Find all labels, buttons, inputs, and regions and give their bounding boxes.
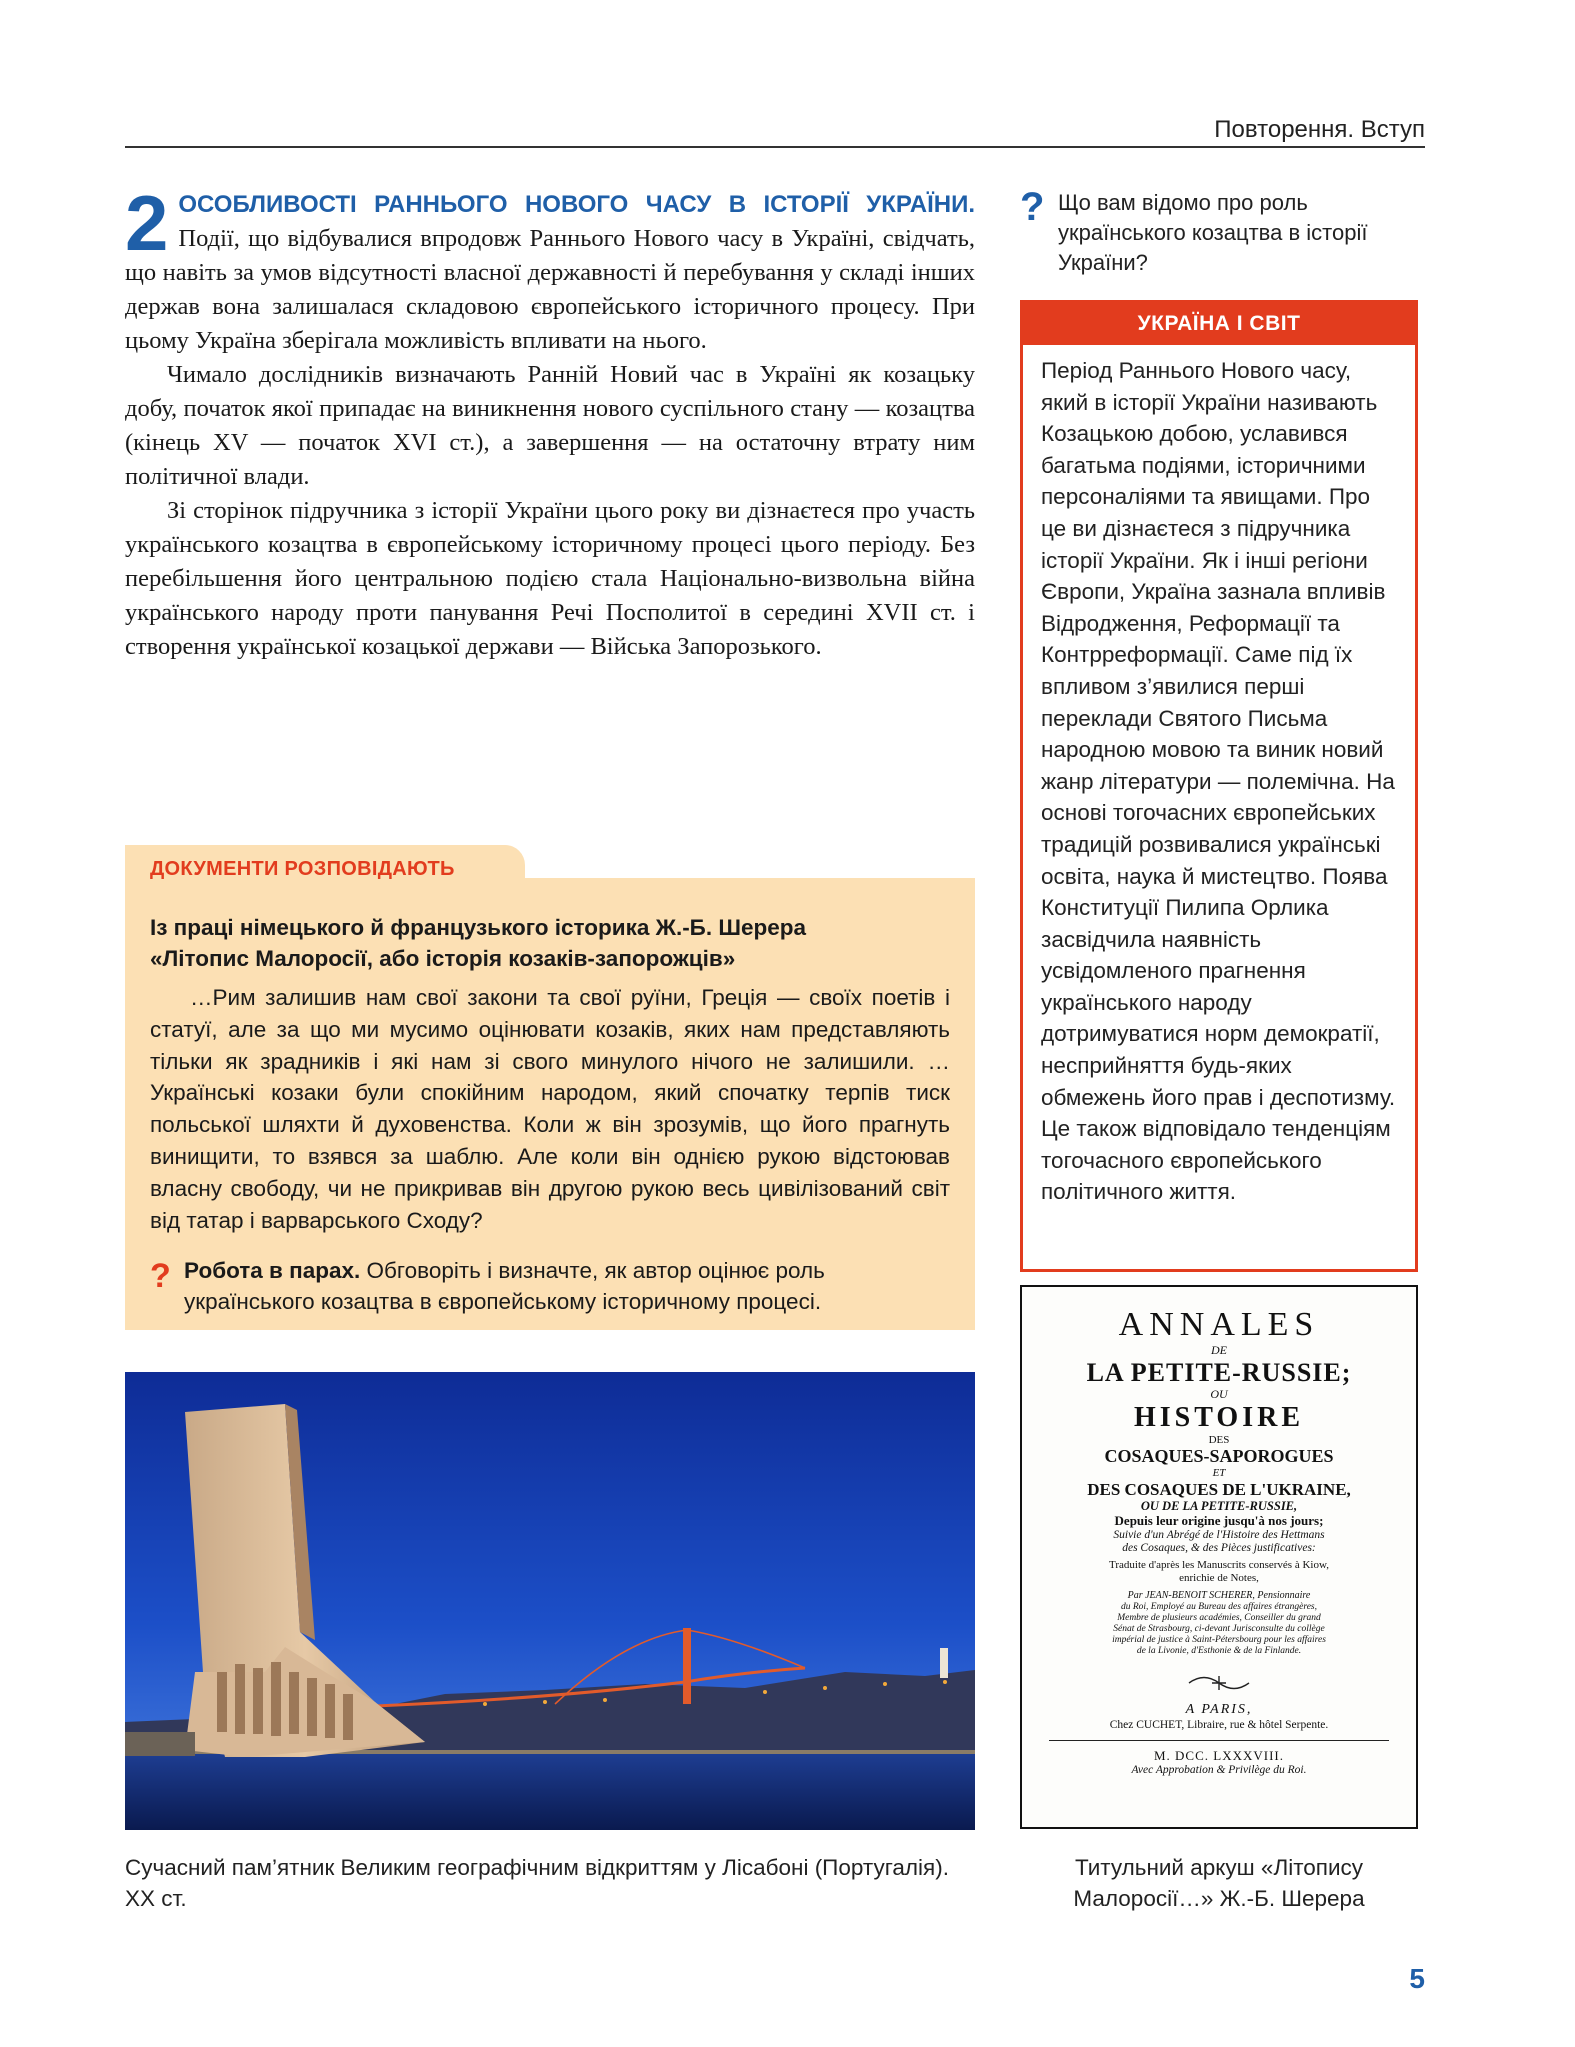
ukraine-world-heading: УКРАЇНА І СВІТ [1023, 303, 1415, 345]
tp-line: ANNALES [1118, 1306, 1320, 1343]
pair-work-task [150, 1255, 950, 1317]
ukraine-world-text: Період Раннього Нового часу, який в історії України називають Козацькою добою, уславився багатьма подіями, історичними персоналіями та явищами. Про це ви дізнаєтеся з підручника історії України. Як і інші регіони Європи, Україна зазнала впливів Відродження, Реформації та Контрреформації. Саме під їх впливом з’явилися перші переклади Святого Письма народною мовою та виник новий жанр літератури — полемічна. На основі тогочасних європейських традицій розвивалися українські освіта, наука й мистецтво. Поява Конституції Пилипа Орлика засвідчила наявність усвідомленого прагнення українського народу дотримуватися норм демократії, несприйняття будь-яких обмежень його прав і деспотизму. Це також відповідало тенденціям тогочасного європейського політичного життя. [1041, 358, 1396, 1205]
tp-line: OU [1210, 1386, 1228, 1401]
monument-photo [125, 1372, 975, 1830]
title-page-scan [1020, 1285, 1418, 1829]
tp-line: des Cosaques, & des Pièces justificatives: [1122, 1541, 1316, 1554]
tp-line: HISTOIRE [1134, 1401, 1304, 1433]
tp-line: DES [1208, 1433, 1230, 1446]
document-quote-text: …Рим залишив нам свої закони та свої руїни, Греція — своїх поетів і статуї, але за що ми мусимо оцінювати козаків, яких нам представляють тільки як зрадників і які нам зі свого минулого нічого не залишили. …Українські козаки були спокійним народом, який спочатку терпів тиск польської шляхти й духовенства. Коли ж він зрозумів, що його прагнуть винищити, то взявся за шаблю. Але коли він однією рукою відстоював власну свободу, чи не прикривав він другою рукою весь цивілізований світ від татар і варварського Сходу? [150, 985, 950, 1233]
paragraph-1 [125, 179, 975, 358]
monument-photo-caption: Сучасний пам’ятник Великим географічним відкриттям у Лісабоні (Португалія). XX ст. [125, 1855, 949, 1911]
tp-line: enrichie de Notes, [1179, 1571, 1259, 1584]
running-header: Повторення. Вступ [1214, 116, 1425, 143]
tp-line: Par JEAN-BENOIT SCHERER, Pensionnaire [1127, 1590, 1311, 1602]
title-page-caption: Титульний аркуш «Літопису Малоросії…» Ж.-Б. Шерера [1073, 1855, 1365, 1911]
tp-line: Depuis leur origine jusqu'à nos jours; [1114, 1512, 1324, 1528]
tp-line: COSAQUES-SAPOROGUES [1104, 1446, 1334, 1467]
tp-line: A PARIS, [1185, 1702, 1253, 1718]
tp-line: impérial de justice à Saint-Pétersbourg pour les affaires [1112, 1634, 1326, 1645]
tp-line: Sénat de Strasbourg, ci-devant Jurisconsulte du collège [1113, 1623, 1325, 1634]
tp-line: DE [1211, 1343, 1227, 1358]
document-source-line-1: Із праці німецького й французького історика Ж.-Б. Шерера [150, 915, 806, 940]
paragraph-3: Зі сторінок підручника з історії України цього року ви дізнаєтеся про участь українського козацтва в європейському історичному процесі цього періоду. Без перебільшення його центральною подією стала Національно-визвольна війна українського народу проти панування Речі Посполитої в середині XVII ст. і створення української козацької держави — Війська Запорозького. [125, 497, 975, 660]
title-page-rule [1049, 1740, 1389, 1741]
printer-ornament-icon [1184, 1672, 1254, 1694]
side-question [1020, 185, 1400, 278]
question-icon: ? [1020, 185, 1045, 229]
documents-tab-label: ДОКУМЕНТИ РОЗПОВІДАЮТЬ [150, 858, 455, 880]
page-number: 5 [1409, 1963, 1425, 1994]
question-icon: ? [150, 1257, 171, 1295]
ukraine-world-box [1020, 300, 1418, 1272]
tp-line: du Roi, Employé au Bureau des affaires étrangères, [1120, 1601, 1318, 1612]
tp-line: Avec Approbation & Privilège du Roi. [1131, 1763, 1307, 1776]
document-source [150, 912, 940, 974]
document-quote [150, 982, 950, 1236]
tp-line: DES COSAQUES DE L'UKRAINE, [1087, 1479, 1351, 1499]
document-source-line-2: «Літопис Малоросії, або історія козаків-запорожців» [150, 946, 736, 971]
task-text: Обговоріть і визначте, як автор оцінює роль українського козацтва в європейському історичному процесі. [184, 1258, 825, 1314]
tp-line: ET [1212, 1467, 1226, 1480]
tp-line: Suivie d'un Abrégé de l'Histoire des Hettmans [1113, 1528, 1325, 1541]
tp-line: Traduite d'après les Manuscrits conservés à Kiow, [1109, 1559, 1329, 1572]
section-number: 2 [125, 179, 169, 267]
tp-line: LA PETITE-RUSSIE; [1086, 1357, 1352, 1387]
tp-line: de la Livonie, d'Esthonie & de la Finlande. [1136, 1645, 1302, 1656]
header-rule [125, 146, 1425, 148]
monument-photo-image [125, 1372, 975, 1830]
main-text-column [125, 179, 975, 664]
tp-line: M. DCC. LXXXVIII. [1153, 1747, 1285, 1763]
section-title: ОСОБЛИВОСТІ РАННЬОГО НОВОГО ЧАСУ В ІСТОРІЇ УКРАЇНИ. [178, 191, 975, 218]
paragraph-2: Чимало дослідників визначають Ранній Новий час в Україні як козацьку добу, початок якої припадає на виникнення нового суспільного стану — козацтва (кінець XV — початок XVI ст.), а завершення — на остаточну втрату ним політичної влади. [125, 361, 975, 490]
side-question-text: Що вам відомо про роль українського козацтва в історії України? [1058, 190, 1368, 275]
task-label: Робота в парах. [184, 1258, 361, 1283]
tp-line: Membre de plusieurs académies, Conseiller du grand [1117, 1612, 1321, 1623]
tp-line: OU DE LA PETITE-RUSSIE, [1140, 1499, 1298, 1514]
tp-line: Chez CUCHET, Libraire, rue & hôtel Serpente. [1109, 1718, 1329, 1731]
paragraph-1-text: Події, що відбувалися впродовж Раннього Нового часу в Україні, свідчать, що навіть за умов відсутності власної державності й перебування у складі інших держав вона залишалася складовою європейського історичного процесу. При цьому Україна зберігала можливість впливати на нього. [125, 225, 975, 354]
